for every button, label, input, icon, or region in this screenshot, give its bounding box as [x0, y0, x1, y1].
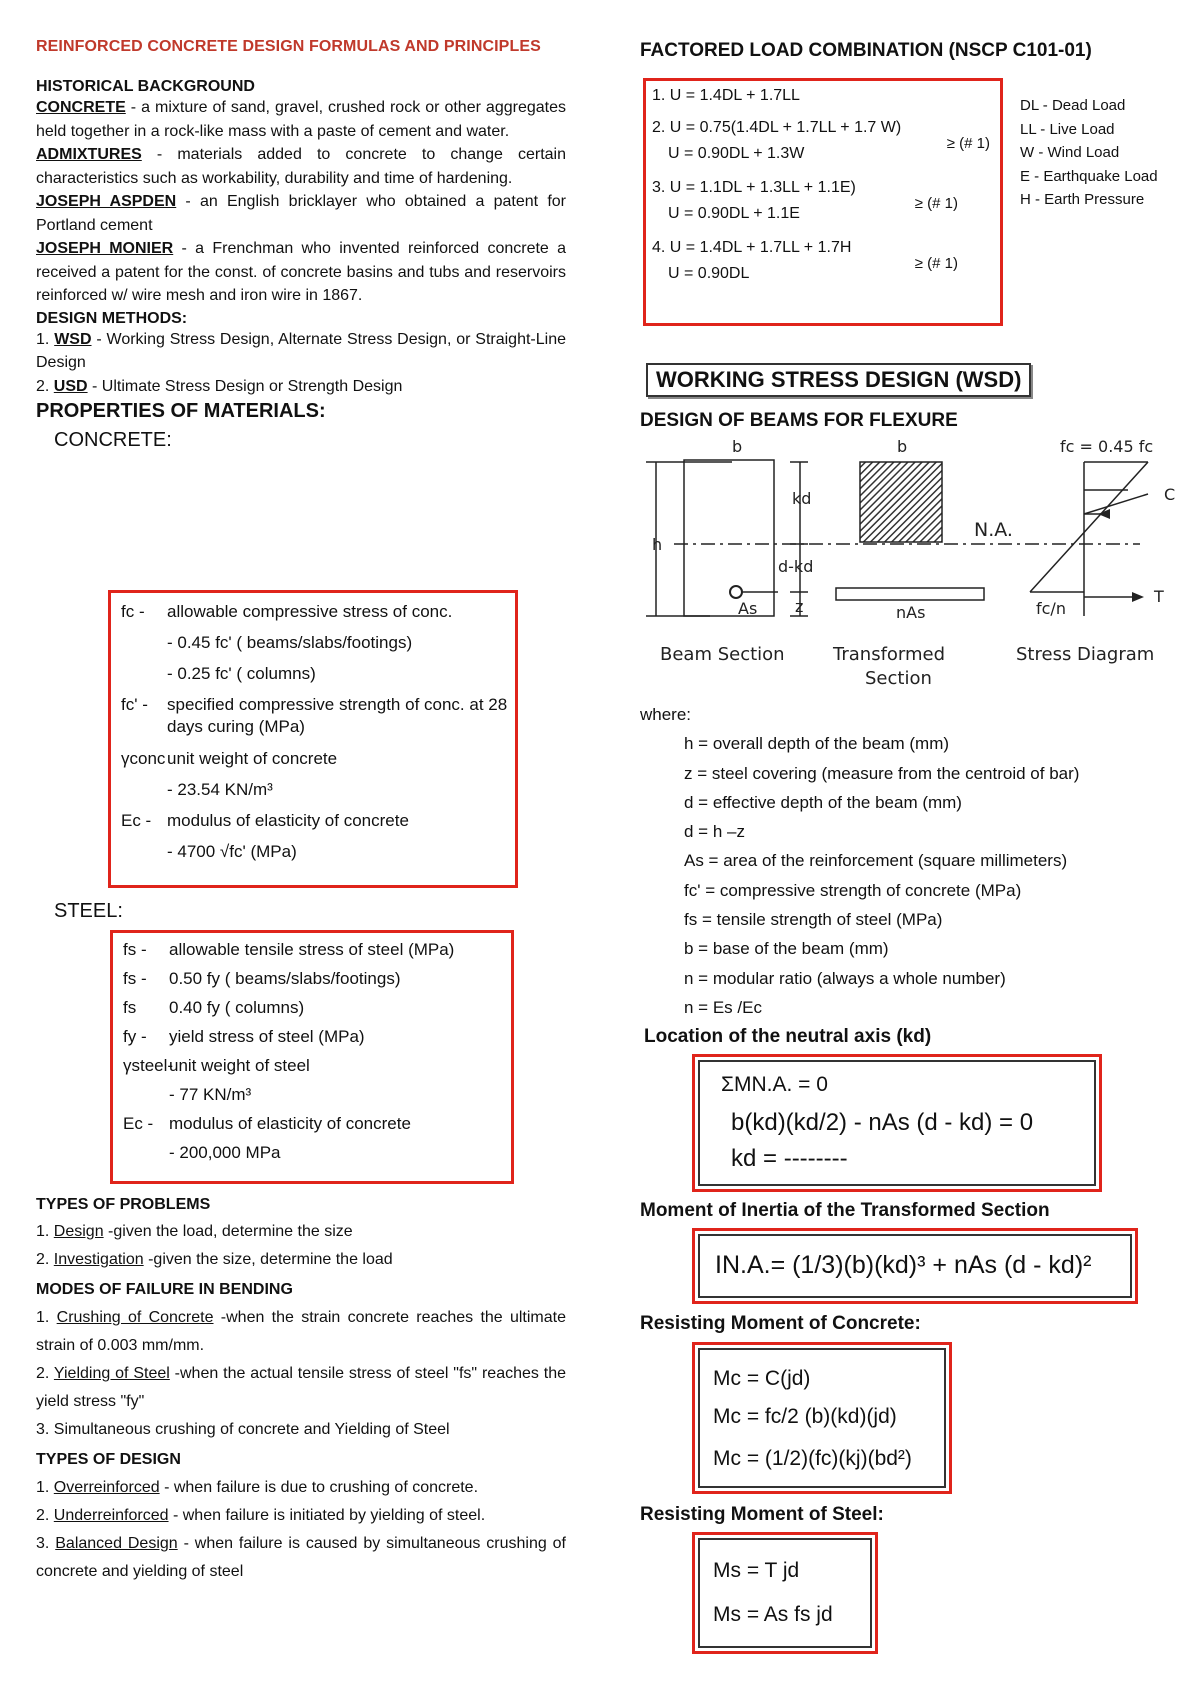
problem-1 — [36, 1218, 566, 1246]
combination-line-2: U = 0.90DL — [668, 265, 750, 282]
td3-term: Balanced Design — [55, 1535, 178, 1552]
concrete-property-row-value: modulus of elasticity of concrete — [167, 811, 409, 830]
label-fcn: fc/n — [1036, 599, 1066, 618]
design-method-1 — [36, 328, 566, 375]
steel-property-row — [123, 997, 505, 1019]
legend-item: W - Wind Load — [1020, 144, 1120, 161]
td3-definition: - when failure is caused by simultaneous crushing of concrete and yielding of steel — [36, 1535, 567, 1580]
admixtures-paragraph — [36, 143, 566, 190]
steel-property-row — [123, 939, 505, 961]
load-combination — [652, 175, 994, 227]
concrete-property-row-key — [121, 663, 167, 685]
concrete-property-row — [121, 810, 509, 832]
label-t: T — [1154, 587, 1164, 606]
combination-line-1: 3. U = 1.1DL + 1.3LL + 1.1E) — [652, 179, 856, 196]
concrete-property-row-key: Ec - — [121, 811, 152, 830]
mf1-number: 1. — [36, 1309, 57, 1326]
resisting-steel-formula-inner — [698, 1538, 872, 1648]
neutral-axis-heading: Location of the neutral axis (kd) — [644, 1026, 932, 1047]
concrete-property-row — [121, 779, 509, 801]
definition-item: n = modular ratio (always a whole number) — [684, 968, 1006, 988]
rebar-circle — [730, 586, 742, 598]
concrete-property-row-key: fc - — [121, 602, 145, 621]
load-combination — [652, 83, 994, 109]
steel-property-row-value: modulus of elasticity of concrete — [169, 1114, 411, 1133]
steel-property-row-key: Ec - — [123, 1114, 154, 1133]
historical-heading: HISTORICAL BACKGROUND — [36, 78, 255, 95]
definitions-block — [640, 700, 1180, 1022]
mf1-definition: -when the strain concrete reaches the ultimate strain of 0.003 mm/mm. — [36, 1309, 567, 1354]
load-combination — [652, 235, 994, 287]
moment-inertia-formula-box — [692, 1228, 1138, 1304]
design-method-2 — [36, 375, 566, 399]
na-eq2: b(kd)(kd/2) - nAs (d - kd) = 0 — [731, 1109, 1034, 1136]
td2-number: 2. — [36, 1507, 54, 1524]
beams-flexure-heading: DESIGN OF BEAMS FOR FLEXURE — [640, 410, 958, 431]
concrete-properties-box — [108, 590, 518, 888]
rmc-eq-2: Mc = fc/2 (b)(kd)(jd) — [713, 1405, 897, 1428]
neutral-axis-formula-box — [692, 1054, 1102, 1192]
left-column — [36, 38, 566, 452]
td2-definition: - when failure is initiated by yielding of steel. — [168, 1507, 486, 1524]
concrete-property-row-value: specified compressive strength of conc. at 28 days curing (MPa) — [167, 695, 508, 736]
load-combinations-list — [652, 83, 994, 287]
label-nas: nAs — [896, 603, 926, 622]
caption-beam-section: Beam Section — [660, 644, 785, 665]
resisting-steel-heading: Resisting Moment of Steel: — [640, 1504, 884, 1525]
steel-property-row-key — [123, 1084, 169, 1106]
concrete-property-row — [121, 748, 509, 770]
steel-subheading: STEEL: — [54, 900, 123, 922]
steel-property-row-value: unit weight of steel — [169, 1056, 310, 1075]
td1-definition: - when failure is due to crushing of concrete. — [159, 1479, 479, 1496]
label-kd: kd — [792, 489, 812, 508]
dm2-term: USD — [53, 377, 88, 395]
dm1-term: WSD — [54, 330, 92, 348]
definition-item: d = effective depth of the beam (mm) — [684, 792, 962, 812]
td1-term: Overreinforced — [53, 1479, 160, 1496]
design-type-3 — [36, 1530, 566, 1586]
rms-eq-1: Ms = T jd — [713, 1559, 800, 1582]
modes-of-failure-heading: MODES OF FAILURE IN BENDING — [36, 1281, 293, 1298]
tp1-term: Design — [53, 1223, 104, 1240]
definitions-list — [640, 729, 1180, 1022]
tp2-term: Investigation — [53, 1251, 144, 1268]
steel-property-row-value: - 77 KN/m³ — [169, 1085, 252, 1104]
steel-property-row — [123, 1026, 505, 1048]
concrete-property-row-value: - 0.45 fc' ( beams/slabs/footings) — [167, 633, 413, 652]
concrete-property-row-key — [121, 632, 167, 654]
transformed-steel-area — [836, 588, 984, 600]
concrete-property-row-key — [121, 841, 167, 863]
legend-item: DL - Dead Load — [1020, 97, 1126, 114]
resisting-concrete-heading: Resisting Moment of Concrete: — [640, 1313, 921, 1334]
concrete-property-row-key — [121, 779, 167, 801]
steel-property-row-key: γsteel- — [123, 1056, 174, 1075]
mf2-number: 2. — [36, 1365, 54, 1382]
types-of-design-heading: TYPES OF DESIGN — [36, 1451, 181, 1468]
concrete-property-row-value: allowable compressive stress of conc. — [167, 602, 453, 621]
combination-line-1: 2. U = 0.75(1.4DL + 1.7LL + 1.7 W) — [652, 119, 902, 136]
concrete-property-row — [121, 694, 509, 738]
rms-eq-2: Ms = As fs jd — [713, 1603, 833, 1626]
failure-mode-1 — [36, 1304, 566, 1360]
caption-stress-diagram: Stress Diagram — [1016, 644, 1155, 665]
factored-load-heading: FACTORED LOAD COMBINATION (NSCP C101-01) — [640, 40, 1092, 61]
load-combination — [652, 115, 994, 167]
monier-term: JOSEPH MONIER — [36, 240, 174, 257]
failure-mode-3: 3. Simultaneous crushing of concrete and Yielding of Steel — [36, 1421, 450, 1438]
monier-paragraph — [36, 237, 566, 308]
concrete-paragraph — [36, 96, 566, 143]
td1-number: 1. — [36, 1479, 54, 1496]
where-label: where: — [640, 705, 692, 724]
aspden-term: JOSEPH ASPDEN — [36, 193, 177, 210]
definition-item: d = h –z — [684, 822, 745, 842]
combination-line-2: U = 0.90DL + 1.1E — [668, 205, 800, 222]
steel-properties-box — [110, 930, 514, 1184]
na-eq3: kd = -------- — [731, 1145, 848, 1172]
legend-item: H - Earth Pressure — [1020, 191, 1145, 208]
beam-diagram — [640, 432, 1180, 694]
types-of-problems-heading: TYPES OF PROBLEMS — [36, 1196, 211, 1213]
concrete-subheading: CONCRETE: — [54, 429, 172, 451]
combination-note: ≥ (# 1) — [914, 195, 958, 212]
concrete-property-row-value: - 23.54 KN/m³ — [167, 780, 273, 799]
concrete-property-row-value: unit weight of concrete — [167, 749, 338, 768]
td2-term: Underreinforced — [53, 1507, 169, 1524]
legend-item: LL - Live Load — [1020, 120, 1115, 138]
label-as: As — [738, 599, 758, 618]
td3-number: 3. — [36, 1535, 56, 1552]
failure-mode-2 — [36, 1360, 566, 1416]
label-fc-top: fc = 0.45 fc — [1060, 437, 1154, 456]
steel-property-row — [123, 1084, 505, 1106]
steel-property-row-key: fs - — [123, 940, 147, 959]
steel-property-row — [123, 1055, 505, 1077]
design-type-2 — [36, 1502, 566, 1530]
compression-area — [860, 462, 942, 542]
combination-note: ≥ (# 1) — [914, 255, 958, 272]
aspden-definition: - an English bricklayer who obtained a patent for Portland cement — [36, 193, 566, 234]
problem-2 — [36, 1246, 566, 1274]
definition-item: fc' = compressive strength of concrete (MPa) — [684, 880, 1022, 900]
design-methods-heading: DESIGN METHODS: — [36, 309, 188, 327]
properties-heading: PROPERTIES OF MATERIALS: — [36, 400, 326, 422]
label-z: z — [795, 597, 804, 616]
dm1-number: 1. — [36, 330, 55, 348]
monier-definition: - a Frenchman who invented reinforced concrete a received a patent for the const. of concrete basins and tubs and reservoirs reinforced w/ wire mesh and iron wire in 1867. — [36, 240, 567, 304]
dm2-definition: - Ultimate Stress Design or Strength Design — [87, 377, 403, 395]
steel-property-row-value: 0.50 fy ( beams/slabs/footings) — [169, 969, 401, 988]
combination-line-1: 1. U = 1.4DL + 1.7LL — [652, 87, 800, 104]
steel-property-row-value: yield stress of steel (MPa) — [169, 1027, 365, 1046]
tp2-definition: -given the size, determine the load — [143, 1251, 393, 1268]
concrete-property-row-key: γconc — [121, 749, 166, 768]
moment-inertia-heading: Moment of Inertia of the Transformed Section — [640, 1200, 1050, 1221]
steel-properties-list — [123, 939, 505, 1164]
design-type-1 — [36, 1474, 566, 1502]
definition-item: z = steel covering (measure from the centroid of bar) — [684, 763, 1080, 783]
mf1-term: Crushing of Concrete — [56, 1309, 214, 1326]
mf2-term: Yielding of Steel — [53, 1365, 170, 1382]
wsd-heading: WORKING STRESS DESIGN (WSD) — [646, 363, 1031, 397]
definition-item: b = base of the beam (mm) — [684, 939, 889, 959]
tp1-definition: -given the load, determine the size — [103, 1223, 353, 1240]
concrete-property-row — [121, 601, 509, 623]
document-title: REINFORCED CONCRETE DESIGN FORMULAS AND PRINCIPLES — [36, 38, 541, 55]
combination-line-1: 4. U = 1.4DL + 1.7LL + 1.7H — [652, 239, 852, 256]
definition-item: As = area of the reinforcement (square millimeters) — [684, 851, 1068, 871]
concrete-property-row-value: - 4700 √fc' (MPa) — [167, 842, 297, 861]
label-c: C — [1164, 485, 1176, 504]
steel-property-row-value: - 200,000 MPa — [169, 1143, 281, 1162]
mf2-definition: -when the actual tensile stress of steel "fs" reaches the yield stress "fy" — [36, 1365, 567, 1410]
steel-property-row — [123, 1113, 505, 1135]
concrete-definition: - a mixture of sand, gravel, crushed rock or other aggregates held together in a rock-like mass with a paste of cement and water. — [36, 99, 566, 140]
label-b1: b — [732, 437, 743, 456]
resisting-concrete-formula-box — [692, 1342, 952, 1494]
left-lower-section — [36, 1190, 566, 1586]
load-combinations-box — [643, 78, 1003, 326]
label-h: h — [652, 535, 663, 554]
admixtures-term: ADMIXTURES — [36, 146, 142, 163]
na-eq1: ΣMN.A. = 0 — [721, 1073, 828, 1096]
legend-item: E - Earthquake Load — [1020, 167, 1158, 185]
label-dkd: d-kd — [778, 557, 814, 576]
definition-item: fs = tensile strength of steel (MPa) — [684, 910, 943, 930]
aspden-paragraph — [36, 190, 566, 237]
concrete-property-row-key: fc' - — [121, 695, 148, 714]
admixtures-definition: - materials added to concrete to change certain characteristics such as workability, durability and time of hardening. — [36, 146, 566, 187]
steel-property-row-key: fy - — [123, 1027, 147, 1046]
resisting-steel-formula-box — [692, 1532, 878, 1654]
steel-property-row — [123, 968, 505, 990]
steel-property-row-key — [123, 1142, 169, 1164]
dm2-number: 2. — [36, 377, 54, 395]
concrete-term: CONCRETE — [36, 99, 126, 116]
steel-property-row-key: fs - — [123, 969, 147, 988]
rmc-eq-3: Mc = (1/2)(fc)(kj)(bd²) — [713, 1447, 912, 1470]
steel-property-row-key: fs — [123, 998, 137, 1017]
definition-item: h = overall depth of the beam (mm) — [684, 734, 950, 754]
wsd-heading-wrap — [646, 363, 1031, 397]
rmc-eq-1: Mc = C(jd) — [713, 1367, 811, 1390]
concrete-properties-list — [121, 601, 509, 863]
caption-transformed: Transformed — [833, 644, 946, 665]
combination-line-2: U = 0.90DL + 1.3W — [668, 145, 805, 162]
load-legend — [1020, 94, 1158, 212]
steel-property-row-value: 0.40 fy ( columns) — [169, 998, 305, 1017]
tp1-number: 1. — [36, 1223, 54, 1240]
label-b2: b — [897, 437, 908, 456]
label-na: N.A. — [974, 519, 1013, 541]
concrete-property-row — [121, 841, 509, 863]
steel-property-row — [123, 1142, 505, 1164]
caption-section: Section — [865, 668, 932, 689]
concrete-property-row — [121, 663, 509, 685]
dm1-definition: - Working Stress Design, Alternate Stress Design, or Straight-Line Design — [36, 330, 567, 371]
definition-item: n = Es /Ec — [684, 997, 762, 1017]
moi-eq: IN.A.= (1/3)(b)(kd)³ + nAs (d - kd)² — [715, 1251, 1092, 1279]
concrete-property-row-value: - 0.25 fc' ( columns) — [167, 664, 316, 683]
combination-note: ≥ (# 1) — [946, 135, 990, 152]
tp2-number: 2. — [36, 1251, 54, 1268]
concrete-property-row — [121, 632, 509, 654]
steel-property-row-value: allowable tensile stress of steel (MPa) — [169, 940, 455, 959]
